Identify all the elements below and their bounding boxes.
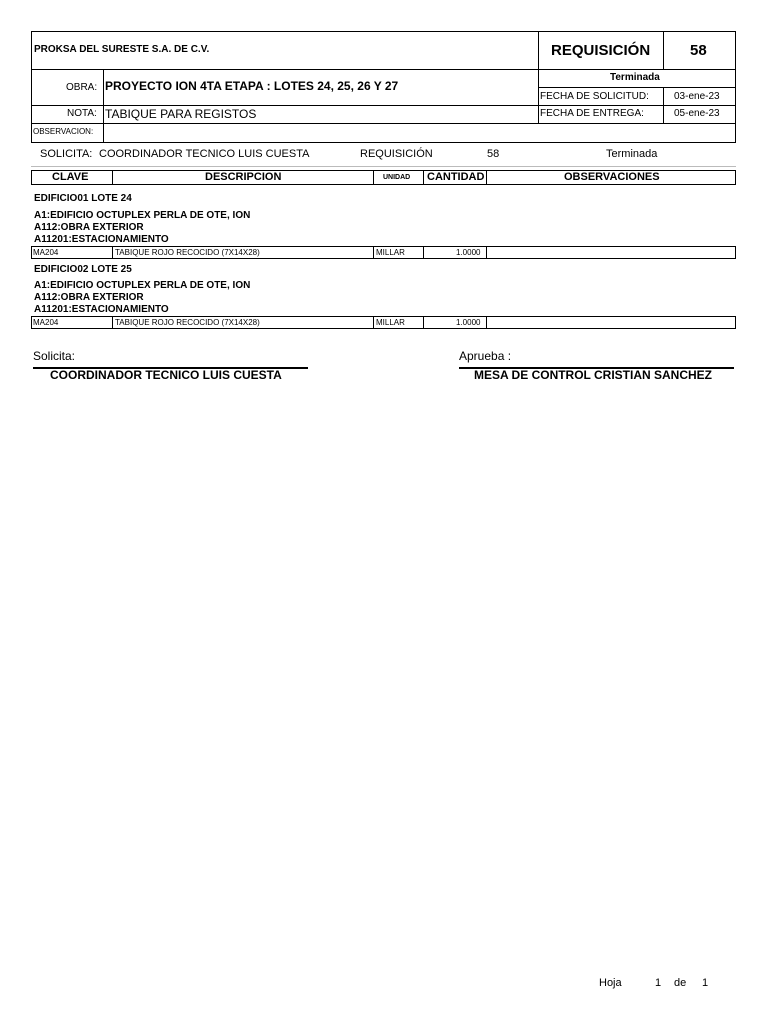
header-divider	[663, 31, 664, 69]
edificio-heading: EDIFICIO01 LOTE 24	[34, 193, 132, 204]
fecha-entrega-label: FECHA DE ENTREGA:	[540, 108, 644, 119]
obra-label: OBRA:	[66, 82, 98, 93]
header-divider	[663, 87, 664, 123]
column-divider	[112, 246, 113, 259]
header-divider	[538, 87, 736, 88]
column-header-descripcion: DESCRIPCION	[205, 171, 282, 183]
nota-label: NOTA:	[67, 108, 97, 119]
obra-value: PROYECTO ION 4TA ETAPA : LOTES 24, 25, 26 Y 27	[105, 79, 399, 93]
status-summary: Terminada	[606, 148, 658, 160]
column-divider	[486, 246, 487, 259]
nota-value: TABIQUE PARA REGISTOS	[105, 107, 257, 121]
fecha-solicitud-value: 03-ene-23	[674, 91, 720, 102]
header-divider	[31, 69, 736, 70]
company-name: PROKSA DEL SURESTE S.A. DE C.V.	[34, 44, 210, 55]
document-number: 58	[690, 42, 707, 59]
column-divider	[373, 170, 374, 185]
solicita-summary-label: SOLICITA:	[40, 148, 93, 160]
cell-clave: MA204	[33, 318, 59, 327]
summary-divider	[31, 166, 736, 167]
column-divider	[486, 170, 487, 185]
requisicion-summary-value: 58	[487, 148, 500, 160]
column-header-cantidad: CANTIDAD	[427, 171, 485, 183]
header-divider	[538, 31, 539, 123]
requisicion-summary-label: REQUISICIÓN	[360, 148, 433, 160]
group-line-1: A1:EDIFICIO OCTUPLEX PERLA DE OTE, ION	[34, 210, 251, 221]
column-divider	[112, 316, 113, 329]
column-divider	[373, 316, 374, 329]
column-divider	[423, 316, 424, 329]
cell-cantidad: 1.0000	[456, 318, 481, 327]
cell-descripcion: TABIQUE ROJO RECOCIDO (7X14X28)	[115, 248, 260, 257]
cell-clave: MA204	[33, 248, 59, 257]
column-header-unidad: UNIDAD	[383, 174, 411, 181]
column-header-observaciones: OBSERVACIONES	[564, 171, 660, 183]
group-line-1: A1:EDIFICIO OCTUPLEX PERLA DE OTE, ION	[34, 280, 251, 291]
group-line-3: A11201:ESTACIONAMIENTO	[34, 304, 169, 315]
group-line-3: A11201:ESTACIONAMIENTO	[34, 234, 169, 245]
page-footer-de: de	[674, 977, 687, 989]
column-divider	[373, 246, 374, 259]
fecha-solicitud-label: FECHA DE SOLICITUD:	[540, 91, 649, 102]
column-header-clave: CLAVE	[52, 171, 89, 183]
column-divider	[112, 170, 113, 185]
aprueba-signature-label: Aprueba :	[459, 349, 512, 363]
aprueba-signature-name: MESA DE CONTROL CRISTIAN SANCHEZ	[474, 368, 713, 382]
status-text: Terminada	[610, 72, 660, 83]
page-total: 1	[702, 977, 709, 989]
header-divider	[31, 123, 736, 124]
column-divider	[423, 246, 424, 259]
edificio-heading: EDIFICIO02 LOTE 25	[34, 264, 132, 275]
document-title: REQUISICIÓN	[551, 42, 651, 59]
solicita-signature-label: Solicita:	[33, 349, 76, 363]
column-divider	[423, 170, 424, 185]
group-line-2: A112:OBRA EXTERIOR	[34, 292, 144, 303]
cell-descripcion: TABIQUE ROJO RECOCIDO (7X14X28)	[115, 318, 260, 327]
header-divider	[31, 105, 736, 106]
solicita-summary-value: COORDINADOR TECNICO LUIS CUESTA	[99, 148, 310, 160]
column-divider	[486, 316, 487, 329]
header-divider	[103, 69, 104, 143]
fecha-entrega-value: 05-ene-23	[674, 108, 720, 119]
page-number: 1	[655, 977, 662, 989]
cell-cantidad: 1.0000	[456, 248, 481, 257]
page-footer-label: Hoja	[599, 977, 622, 989]
solicita-signature-name: COORDINADOR TECNICO LUIS CUESTA	[50, 368, 282, 382]
observacion-label: OBSERVACION:	[33, 127, 94, 136]
cell-unidad: MILLAR	[376, 318, 405, 327]
cell-unidad: MILLAR	[376, 248, 405, 257]
group-line-2: A112:OBRA EXTERIOR	[34, 222, 144, 233]
